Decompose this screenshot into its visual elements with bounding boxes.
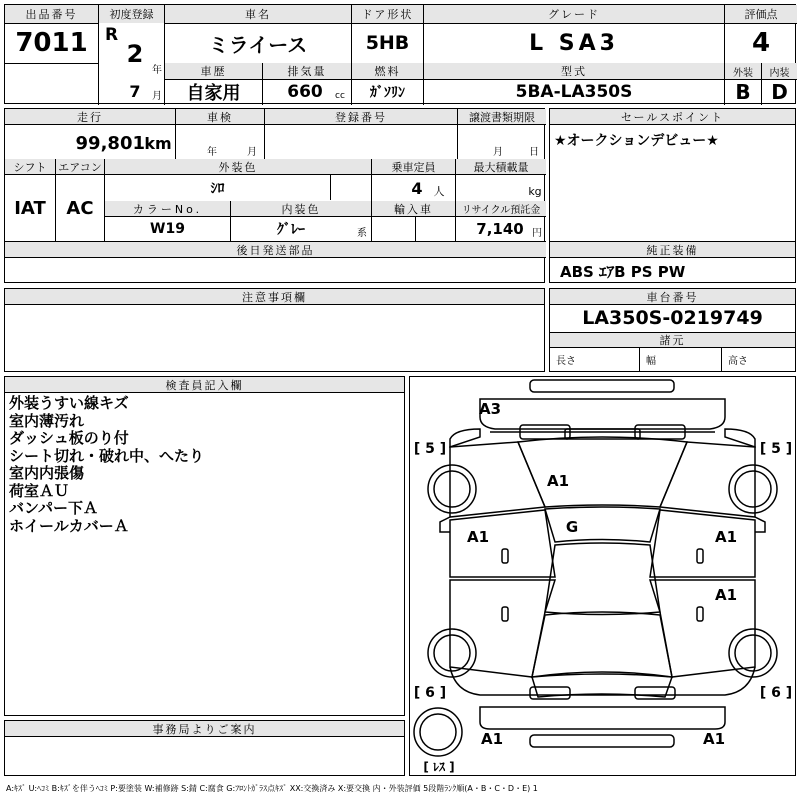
- mark-a1-left-front: A1: [466, 528, 490, 546]
- inspector-note-line: 外装うすい線キズ: [9, 394, 129, 412]
- grade-value: L SA3: [529, 30, 619, 56]
- recycle-deposit-unit: 円: [532, 227, 542, 239]
- sales-point-panel: [549, 108, 796, 283]
- year-value: 2: [126, 40, 144, 68]
- office-label: 事務局よりご案内: [5, 721, 404, 736]
- inspector-panel: [4, 376, 405, 716]
- interior-color-label: 内装色: [231, 201, 371, 216]
- displacement-unit: cc: [335, 91, 345, 101]
- month-value: 7: [129, 81, 141, 101]
- equipment-label: 純正装備: [550, 242, 795, 257]
- spec-width-label: 幅: [646, 355, 656, 367]
- later-parts-label: 後日発送部品: [5, 242, 546, 257]
- interior-grade-value: D: [771, 80, 788, 104]
- month-unit: 月: [152, 90, 162, 102]
- model-value: 5BA-LA350S: [515, 82, 633, 102]
- first-registration-label: 初度登録: [99, 5, 164, 23]
- exterior-grade-label: 外装: [725, 63, 761, 79]
- mark-a1-right-front: A1: [714, 528, 738, 546]
- exterior-color-value: ｼﾛ: [210, 181, 225, 197]
- spare-tire: [ ﾚｽ ]: [423, 759, 455, 774]
- lot-number-label: 出品番号: [5, 5, 98, 23]
- chassis-panel: [549, 288, 796, 372]
- notes-label: 注意事項欄: [5, 289, 544, 304]
- transfer-day-unit: 日: [529, 146, 539, 158]
- inspector-label: 検査員記入欄: [5, 377, 404, 392]
- recycle-deposit-label: リサイクル預託金: [456, 201, 546, 216]
- spec-height-label: 高さ: [728, 355, 748, 367]
- inspector-note-line: 室内薄汚れ: [9, 411, 85, 430]
- mileage-unit: km: [144, 133, 172, 153]
- inspector-note-line: ホイールカバーＡ: [9, 516, 129, 535]
- inspector-note-line: シート切れ・破れ中、へたり: [9, 446, 205, 465]
- capacity-label: 乗車定員: [372, 159, 455, 174]
- inspector-notes: [9, 395, 204, 535]
- header-table: [4, 4, 796, 104]
- registration-number-label: 登録番号: [265, 109, 457, 124]
- chassis-label: 車台番号: [550, 289, 795, 304]
- recycle-deposit-value: 7,140: [476, 220, 524, 238]
- sales-point-label: セールスポイント: [550, 109, 795, 124]
- inspector-note-line: 荷室ＡＵ: [9, 481, 70, 500]
- equipment-value: ABS ｴｱB PS PW: [560, 262, 686, 281]
- fuel-value: ｶﾞｿﾘﾝ: [370, 85, 405, 101]
- shift-label: シフト: [5, 159, 55, 174]
- door-type-value: 5HB: [365, 32, 410, 54]
- transfer-deadline-label: 譲渡書類期限: [458, 109, 546, 124]
- mileage-value: 99,801: [75, 132, 145, 154]
- inspector-note-line: ダッシュ板のり付: [9, 429, 129, 447]
- inspector-note-line: バンパー下Ａ: [9, 499, 98, 517]
- history-value: 自家用: [186, 83, 241, 104]
- legend: A:ｷｽﾞ U:ﾍｺﾐ B:ｷｽﾞを伴うﾍｺﾐ P:要塗装 W:補修跡 S:錆 C:腐食 G:ﾌﾛﾝﾄｶﾞﾗｽ点ｷｽﾞ XX:交換済み X:要交換 内・外装評価 5段階ﾗﾝｸ順(A・B・C・D・E) 1: [6, 783, 538, 793]
- year-unit: 年: [152, 64, 162, 76]
- spec-label: 諸元: [550, 333, 795, 347]
- tire-rear-right: [ 6 ]: [759, 685, 793, 701]
- aircon-value: AC: [66, 197, 94, 219]
- spec-length-label: 長さ: [556, 355, 576, 367]
- notes-panel: [4, 288, 545, 372]
- tire-front-right: [ 5 ]: [759, 441, 793, 457]
- era-value: R: [105, 25, 119, 45]
- car-name-value: ミライース: [208, 32, 308, 57]
- mark-a1-bottom-left: A1: [480, 730, 504, 748]
- capacity-unit: 人: [433, 185, 445, 198]
- displacement-value: 660: [287, 82, 323, 102]
- mark-a3-front: A3: [478, 400, 502, 418]
- chassis-value: LA350S-0219749: [582, 307, 763, 329]
- fuel-label: 燃料: [352, 63, 423, 79]
- color-number-label: カラーNo.: [105, 201, 230, 216]
- grade-label: グレード: [424, 5, 724, 23]
- door-type-label: ドア形状: [352, 5, 423, 23]
- office-panel: [4, 720, 405, 776]
- interior-grade-label: 内装: [762, 63, 797, 79]
- mark-g-windshield: G: [565, 518, 579, 536]
- exterior-grade-value: B: [735, 80, 751, 104]
- color-number-value: W19: [150, 221, 185, 237]
- inspector-note-line: 室内内張傷: [9, 464, 85, 482]
- exterior-color-label: 外装色: [105, 159, 371, 174]
- history-label: 車歴: [165, 63, 262, 79]
- import-label: 輸入車: [372, 201, 455, 216]
- model-label: 型式: [424, 63, 724, 79]
- tire-rear-left: [ 6 ]: [413, 685, 447, 701]
- car-outline: [410, 377, 795, 775]
- interior-color-value: ｸﾞﾚｰ: [277, 222, 305, 238]
- max-load-label: 最大積載量: [456, 159, 546, 174]
- shift-value: IAT: [14, 197, 46, 219]
- displacement-label: 排気量: [263, 63, 351, 79]
- inspection-label: 車検: [176, 109, 264, 124]
- car-name-label: 車名: [165, 5, 351, 23]
- mark-a1-hood: A1: [546, 472, 570, 490]
- mark-a1-right-rear: A1: [714, 586, 738, 604]
- sales-point-text: ★オークションデビュー★: [554, 133, 719, 149]
- mark-a1-bottom-right: A1: [702, 730, 726, 748]
- tire-front-left: [ 5 ]: [413, 441, 447, 457]
- max-load-unit: kg: [528, 184, 542, 198]
- transfer-month-unit: 月: [493, 146, 503, 158]
- mileage-label: 走行: [5, 109, 175, 124]
- capacity-value: 4: [411, 178, 423, 198]
- details-table: [4, 108, 545, 283]
- aircon-label: エアコン: [56, 159, 104, 174]
- inspection-year-unit: 年: [207, 146, 217, 158]
- damage-diagram: [409, 376, 796, 776]
- score-label: 評価点: [725, 5, 797, 23]
- lot-number-value: 7011: [15, 28, 88, 58]
- score-value: 4: [751, 28, 771, 58]
- interior-color-suffix: 系: [357, 227, 367, 239]
- inspection-month-unit: 月: [247, 146, 257, 158]
